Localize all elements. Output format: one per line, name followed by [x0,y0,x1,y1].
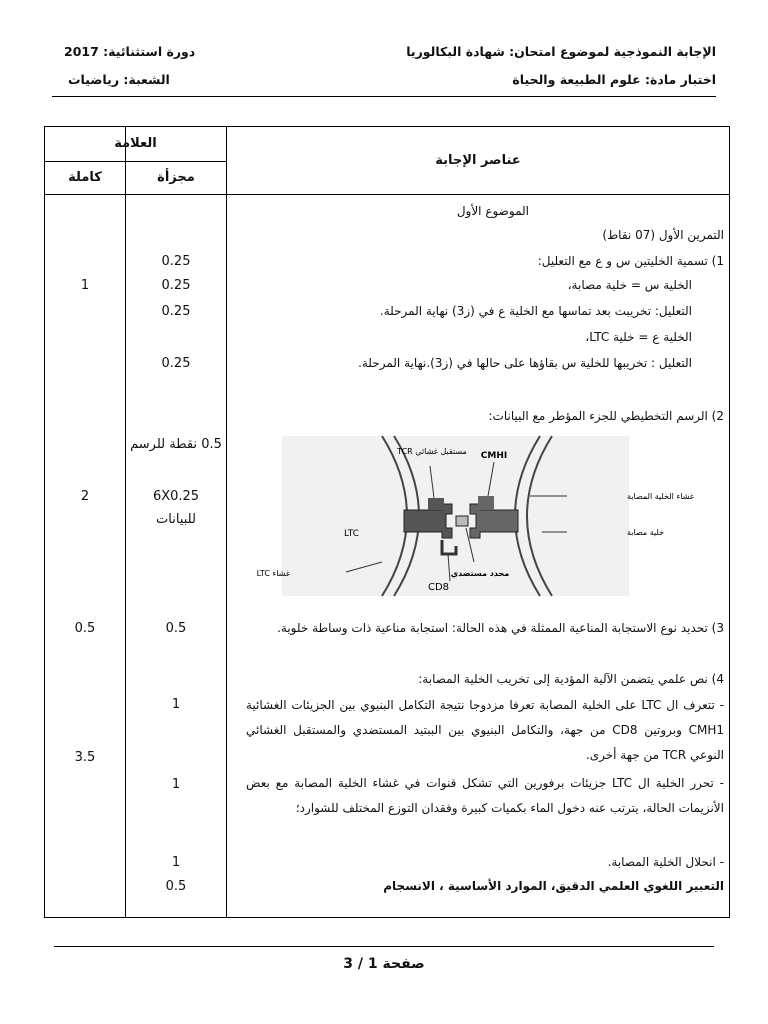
cd8-molecule [442,540,456,554]
immune-synapse-diagram [256,436,694,596]
grade-subheader-line [45,161,226,162]
grade-header: العلامة [114,136,157,151]
exam-branch: الشعبة: رياضيات [68,72,170,87]
cd8-label: CD8 [428,582,450,593]
score-partial: 6X0.25 [152,489,200,504]
answer-line: - انحلال الخلية المصابة. [607,855,724,869]
infected-membrane-label: غشاء الخلية المصابة [627,492,694,501]
score-partial: 1 [171,777,181,792]
score-partial: 0.5 [165,879,187,894]
epitope-label: محدد مستضدي [450,569,510,578]
ltc-label: LTC [344,529,360,539]
col-divider-2 [226,127,227,917]
score-full: 2 [80,489,90,504]
exam-subject: اختبار مادة: علوم الطبيعة والحياة [512,72,716,87]
exam-session: دورة استثنائية: 2017 [64,44,196,59]
score-partial: 0.5 [165,621,187,636]
cmhi-label: CMHI [480,451,508,461]
answer-paragraph: - تحرر الخلية ال LTC جزيئات برفورين التي تشكل قنوات في غشاء الخلية المصابة مع بعض الأنزيمات الحالة، يترتب عنه دخول الماء بكميات كبيرة وفقدان التوزع المختلف للشوارد؛ [246,776,725,815]
exercise-title: التمرين الأول (07 نقاط) [602,228,724,242]
score-partial: 0.25 [161,304,191,319]
question-3: 3) تحديد نوع الاستجابة المناعية الممثلة في هذه الحالة: استجابة مناعية ذات وساطة خلوية. [277,621,724,635]
score-partial: 1 [171,855,181,870]
antigen-peptide [456,516,468,526]
answer-elements-header: عناصر الإجابة [435,153,521,168]
ltc-membrane-label: غشاء LTC [256,569,290,578]
question-4: 4) نص علمي يتضمن الآلية المؤدية إلى تخريب الخلية المصابة: [418,672,724,686]
header-divider [52,96,716,97]
ltc-membrane-outer [382,436,407,596]
infected-membrane-inner [527,436,552,596]
page-number: صفحة 1 / 3 [343,956,425,972]
tcr-stem [428,498,444,510]
answer-line: التعليل: تخريبت بعد تماسها مع الخلية ع في (ز3) نهاية المرحلة. [379,304,692,318]
score-partial: 0.25 [161,356,191,371]
question-1: 1) تسمية الخليتين س و ع مع التعليل: [537,254,724,268]
final-criteria: التعبير اللغوي العلمي الدقيق، الموارد الأساسية ، الانسجام [383,879,724,893]
score-full: 1 [80,278,90,293]
partial-grade-header: مجزأة [157,170,195,185]
score-partial: 0.25 [161,254,191,269]
answer-line: التعليل : تخريبها للخلية س بقاؤها على حالها في (ز3).نهاية المرحلة. [358,356,692,370]
score-partial: 0.5 نقطة للرسم [130,437,222,452]
tcr-label: مستقبل غشائي TCR [397,447,467,456]
exam-title: الإجابة النموذجية لموضوع امتحان: شهادة البكالوريا [406,44,716,59]
cmhi-stem [478,496,494,510]
score-partial: 0.25 [161,278,191,293]
score-full: 0.5 [74,621,96,636]
question-2: 2) الرسم التخطيطي للجزء المؤطر مع البيانات: [488,409,724,423]
answer-line: الخلية ع = خلية LTC، [585,330,692,344]
answer-paragraph: - تتعرف ال LTC على الخلية المصابة تعرفا مزدوجا نتيجة التكامل البنيوي بين الجزيئات الغشائية CMH1 وبروتين CD8 من جهة، والتكامل البنيوي بين الببتيد المستضدي والمستقبل الغشائي النوعي TCR من جهة أخرى. [246,698,725,762]
header-bottom-line [45,194,729,195]
answer-line: الخلية س = خلية مصابة، [567,278,692,292]
infected-cell-label: خلية مصابة [627,528,665,537]
score-full: 3.5 [74,750,96,765]
score-partial: للبيانات [156,512,196,527]
score-partial: 1 [171,697,181,712]
full-grade-header: كاملة [68,170,102,185]
subject-title: الموضوع الأول [456,204,529,218]
footer-divider [54,946,714,947]
